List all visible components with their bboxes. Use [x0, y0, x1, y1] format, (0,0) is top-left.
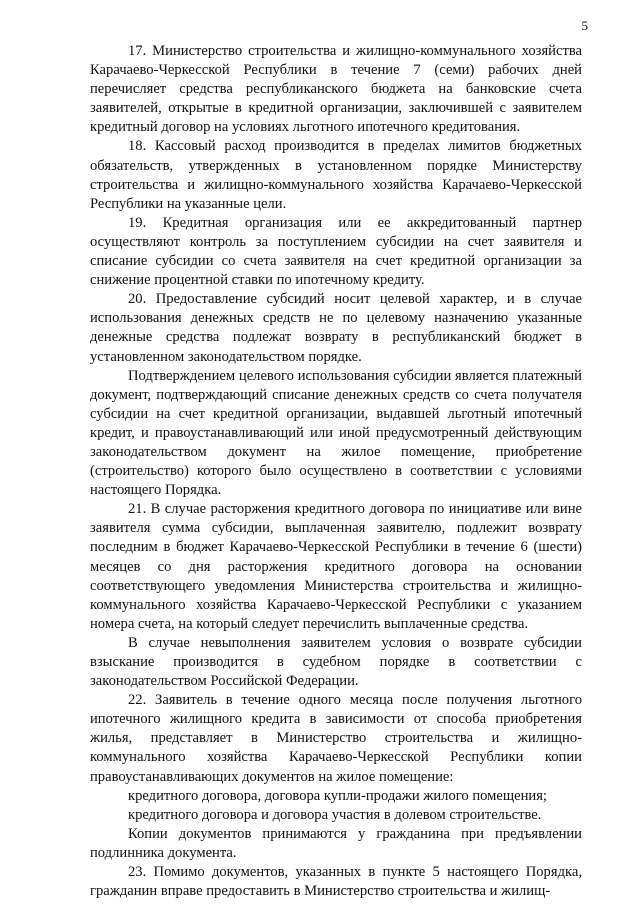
paragraph-22: 22. Заявитель в течение одного месяца после получения льготного ипотечного жилищного кредита в зависимости от способа приобретения жилья, представляет в Министерство строительства и жилищно-коммунального хозяйства Карачаево-Черкесской Республики копии правоустанавливающих документов на жилое помещение:: [90, 692, 582, 785]
paragraph-18: 18. Кассовый расход производится в пределах лимитов бюджетных обязательств, утвержденных в установленном порядке Министерству строительства и жилищно-коммунального хозяйства Карачаево-Черкесской Республики на указанные цели.: [90, 138, 582, 212]
paragraph-17: 17. Министерство строительства и жилищно-коммунального хозяйства Карачаево-Черкесской Республики в течение 7 (семи) рабочих дней перечисляет средства республиканского бюджета на банковские счета заявителей, открытые в кредитной организации, заключившей с заявителем кредитный договор на условиях льготного ипотечного кредитования.: [90, 43, 582, 136]
paragraph-22-item-1: кредитного договора, договора купли-продажи жилого помещения;: [128, 787, 547, 804]
paragraph-22-item-2: кредитного договора и договора участия в долевом строительстве.: [128, 806, 542, 823]
page-number: 5: [581, 18, 588, 33]
paragraph-21-enforcement: В случае невыполнения заявителем условия о возврате субсидии взыскание производится в судебном порядке в соответствии с законодательством Российской Федерации.: [90, 634, 582, 690]
paragraph-20-confirmation: Подтверждением целевого использования субсидии является платежный документ, подтверждающий списание денежных средств со счета получателя субсидии на счет кредитной организации, выдавшей льготный ипотечный кредит, и правоустанавливающий или иной предусмотренный действующим законодательством документ на жилое помещение, приобретение (строительство) которого было осуществлено в соответствии с условиями настоящего Порядка.: [90, 367, 582, 499]
paragraph-19: 19. Кредитная организация или ее аккредитованный партнер осуществляют контроль за поступлением субсидии на счет заявителя и списание субсидии со счета заявителя на счет кредитной организации за снижение процентной ставки по ипотечному кредиту.: [90, 214, 582, 289]
paragraph-23: 23. Помимо документов, указанных в пункте 5 настоящего Порядка, гражданин вправе предоставить в Министерство строительства и жилищ-: [90, 864, 582, 900]
paragraph-21: 21. В случае расторжения кредитного договора по инициативе или вине заявителя сумма субсидии, выплаченная заявителю, подлежит возврату последним в бюджет Карачаево-Черкесской Республики в течение 6 (шести) месяцев со дня расторжения кредитного договора на основании соответствующего уведомления Министерства строительства и жилищно-коммунального хозяйства Карачаево-Черкесской Республики с указанием номера счета, на который следует перечислить выплаченные средства.: [90, 501, 582, 632]
body-text: [90, 42, 582, 901]
paragraph-20: 20. Предоставление субсидий носит целевой характер, и в случае использования денежных средств не по целевому назначению указанные денежные средства подлежат возврату в республиканский бюджет в установленном законодательством порядке.: [90, 291, 582, 365]
paragraph-22-copies: Копии документов принимаются у гражданина при предъявлении подлинника документа.: [90, 825, 582, 861]
